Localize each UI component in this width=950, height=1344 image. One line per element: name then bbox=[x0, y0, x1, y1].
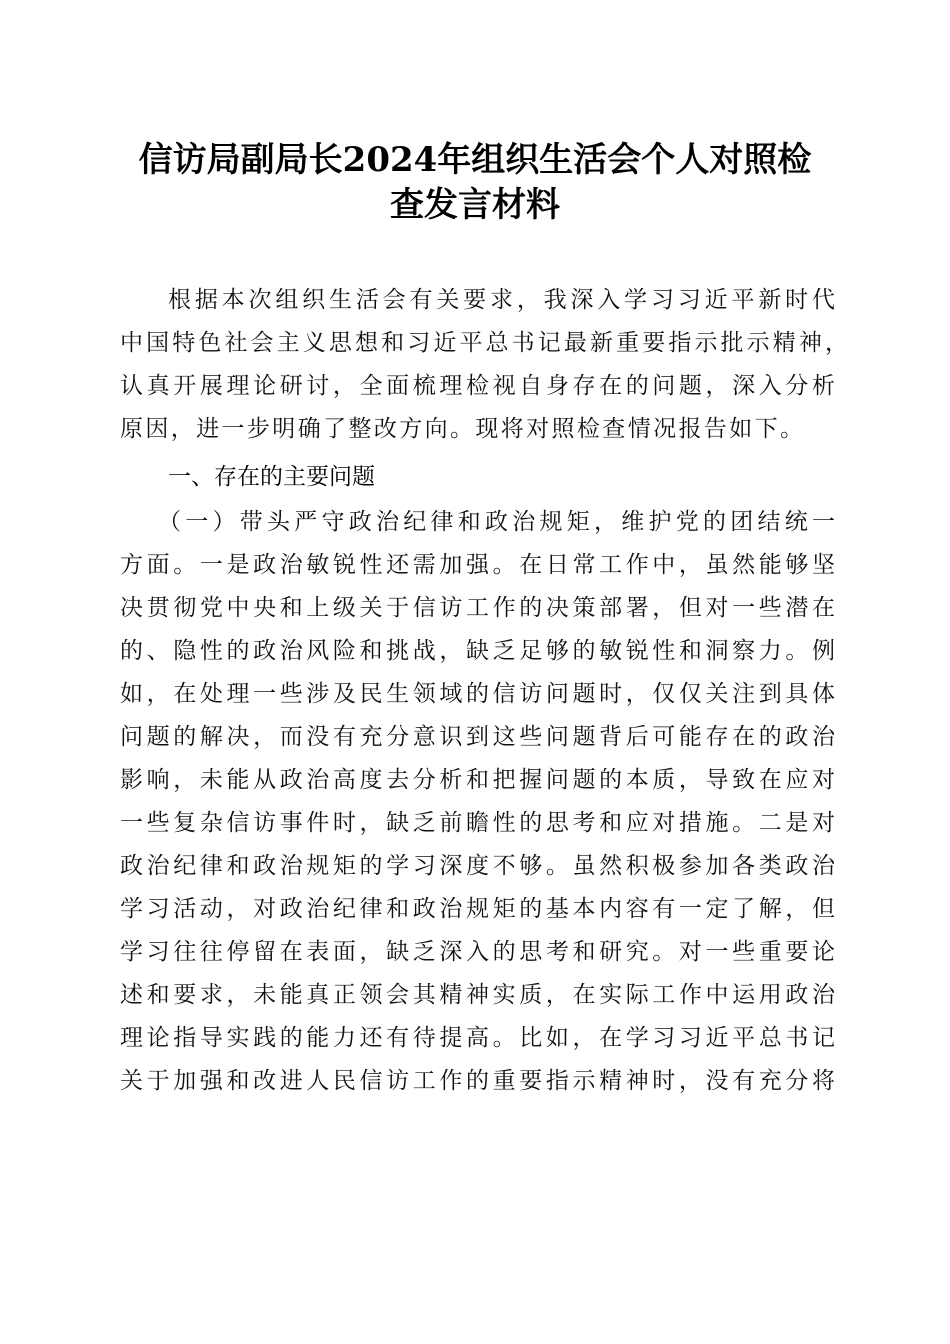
text-line: 一些复杂信访事件时，缺乏前瞻性的思考和应对措施。二是对 bbox=[120, 810, 835, 836]
text-line: 认真开展理论研讨，全面梳理检视自身存在的问题，深入分析 bbox=[120, 373, 835, 399]
document-title-line-1: 信访局副局长2024年组织生活会个人对照检 bbox=[138, 140, 812, 180]
text-line: 政治纪律和政治规矩的学习深度不够。虽然积极参加各类政治 bbox=[120, 853, 835, 879]
section-heading: 一、存在的主要问题 bbox=[168, 464, 375, 490]
text-line: 影响，未能从政治高度去分析和把握问题的本质，导致在应对 bbox=[120, 767, 835, 793]
text-line: 学习活动，对政治纪律和政治规矩的基本内容有一定了解，但 bbox=[120, 896, 835, 922]
text-line: 关于加强和改进人民信访工作的重要指示精神时，没有充分将 bbox=[120, 1068, 835, 1094]
text-line: 述和要求，未能真正领会其精神实质，在实际工作中运用政治 bbox=[120, 982, 835, 1008]
text-line: 中国特色社会主义思想和习近平总书记最新重要指示批示精神， bbox=[120, 330, 848, 356]
document-title-line-2: 查发言材料 bbox=[390, 185, 560, 225]
text-line: 如，在处理一些涉及民生领域的信访问题时，仅仅关注到具体 bbox=[120, 681, 835, 707]
text-line: 根据本次组织生活会有关要求，我深入学习习近平新时代 bbox=[168, 287, 835, 313]
text-line: 学习往往停留在表面，缺乏深入的思考和研究。对一些重要论 bbox=[120, 939, 835, 965]
text-line: 方面。一是政治敏锐性还需加强。在日常工作中，虽然能够坚 bbox=[120, 552, 835, 578]
text-line: 原因，进一步明确了整改方向。现将对照检查情况报告如下。 bbox=[120, 416, 803, 442]
text-line: 的、隐性的政治风险和挑战，缺乏足够的敏锐性和洞察力。例 bbox=[120, 638, 835, 664]
text-line: 决贯彻党中央和上级关于信访工作的决策部署，但对一些潜在 bbox=[120, 595, 835, 621]
text-line: 问题的解决，而没有充分意识到这些问题背后可能存在的政治 bbox=[120, 724, 835, 750]
text-line: （一）带头严守政治纪律和政治规矩，维护党的团结统一 bbox=[158, 509, 835, 535]
text-line: 理论指导实践的能力还有待提高。比如，在学习习近平总书记 bbox=[120, 1025, 835, 1051]
